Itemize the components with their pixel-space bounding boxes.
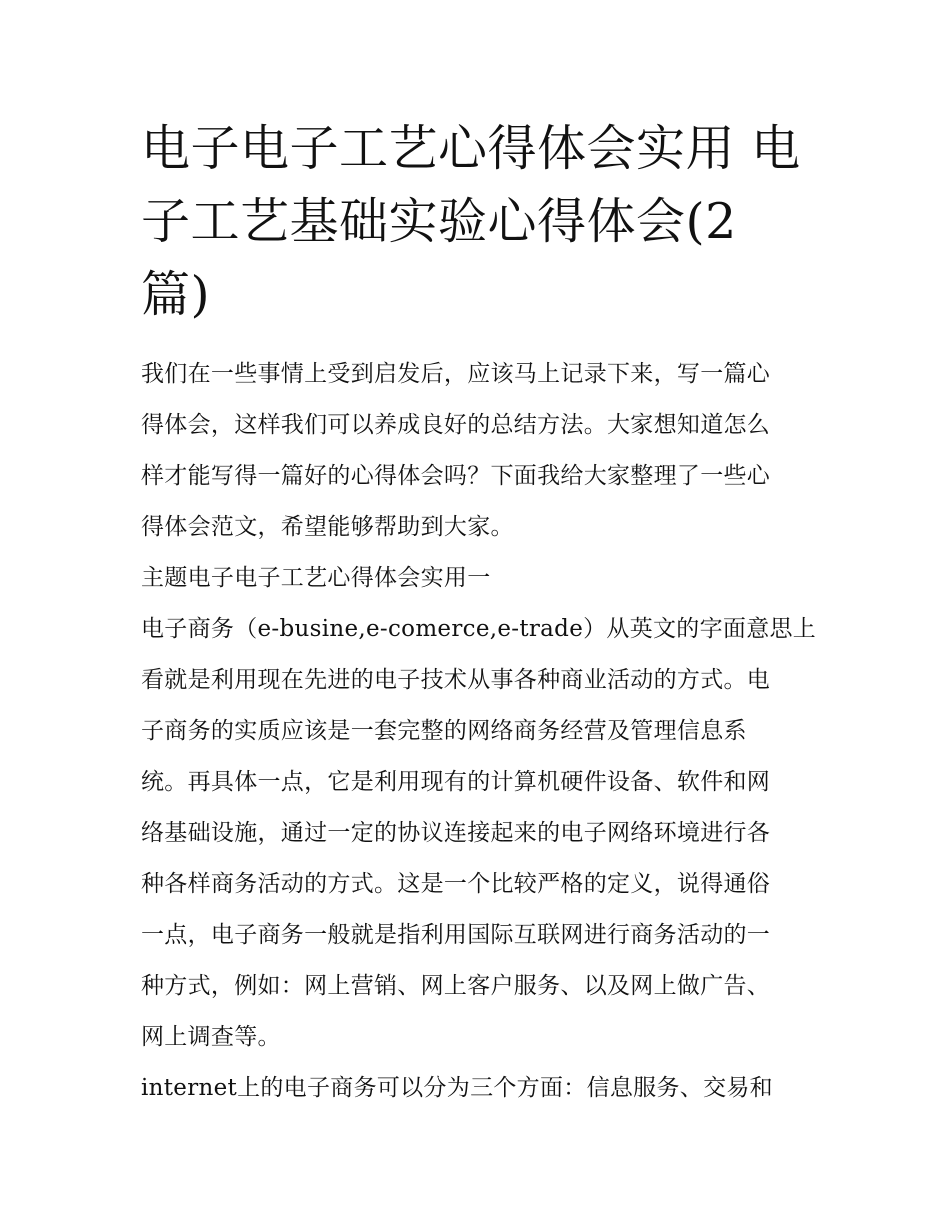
text-line: 电子商务（e-busine,e-comerce,e-trade）从英文的字面意思上 bbox=[141, 616, 817, 642]
text-line: 统。再具体一点，它是利用现有的计算机硬件设备、软件和网 bbox=[141, 769, 771, 795]
title-line: 篇) bbox=[141, 266, 211, 323]
text-line: 种各样商务活动的方式。这是一个比较严格的定义，说得通俗 bbox=[141, 871, 771, 897]
text-line: 样才能写得一篇好的心得体会吗？下面我给大家整理了一些心 bbox=[141, 463, 771, 489]
text-line: 络基础设施，通过一定的协议连接起来的电子网络环境进行各 bbox=[141, 820, 771, 846]
text-line: 看就是利用现在先进的电子技术从事各种商业活动的方式。电 bbox=[141, 667, 771, 693]
text-line: 种方式，例如：网上营销、网上客户服务、以及网上做广告、 bbox=[141, 973, 771, 999]
ecommerce-paragraph bbox=[141, 604, 817, 1063]
text-line: 我们在一些事情上受到启发后，应该马上记录下来，写一篇心 bbox=[141, 361, 771, 387]
text-line: 一点，电子商务一般就是指利用国际互联网进行商务活动的一 bbox=[141, 922, 771, 948]
intro-paragraph bbox=[141, 349, 813, 553]
internet-paragraph bbox=[141, 1063, 813, 1114]
document-title bbox=[141, 112, 813, 331]
text-line: 子商务的实质应该是一套完整的网络商务经营及管理信息系 bbox=[141, 718, 747, 744]
text-line: 网上调查等。 bbox=[141, 1024, 281, 1050]
title-line: 子工艺基础实验心得体会(2 bbox=[141, 193, 737, 250]
title-line: 电子电子工艺心得体会实用 电 bbox=[141, 120, 801, 177]
document-body bbox=[141, 349, 817, 1114]
text-line: internet上的电子商务可以分为三个方面：信息服务、交易和 bbox=[141, 1075, 773, 1101]
text-line: 主题电子电子工艺心得体会实用一 bbox=[141, 565, 491, 591]
text-line: 得体会范文，希望能够帮助到大家。 bbox=[141, 514, 514, 540]
text-line: 得体会，这样我们可以养成良好的总结方法。大家想知道怎么 bbox=[141, 412, 771, 438]
document-page bbox=[141, 112, 817, 1114]
section-heading bbox=[141, 553, 813, 604]
